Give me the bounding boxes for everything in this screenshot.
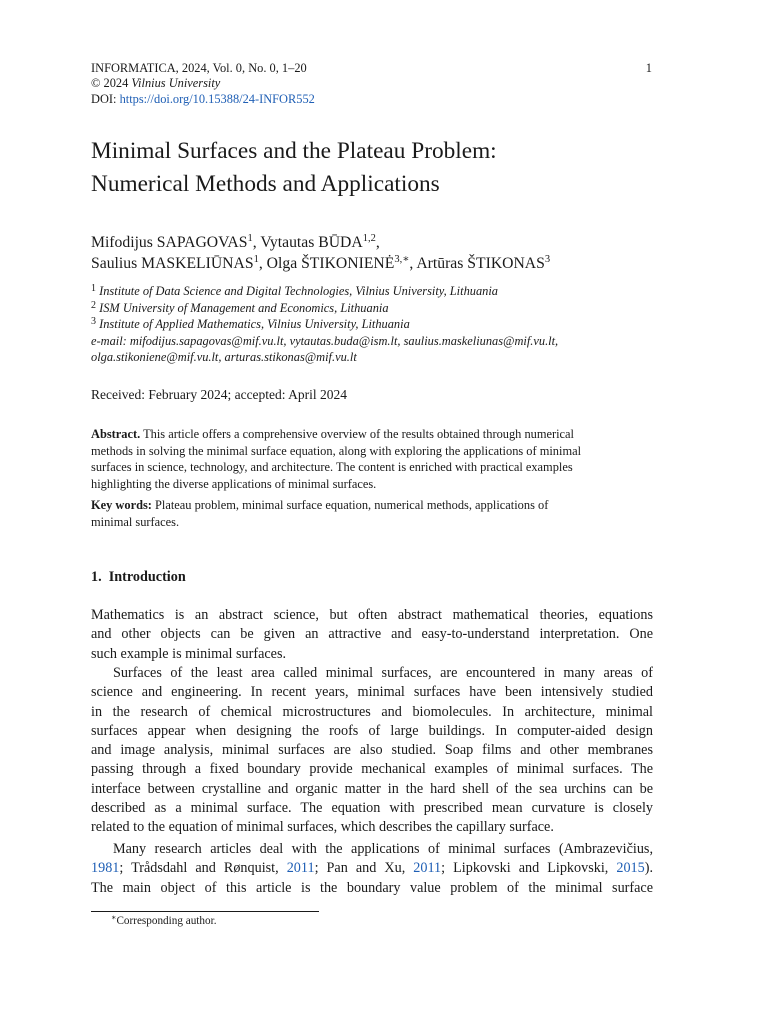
paragraph-line: and other objects can be given an attractive and easy-to-understand interpretation. One [91, 626, 653, 643]
section-number: 1. [91, 569, 102, 585]
paragraph-line: such example is minimal surfaces. [91, 645, 287, 662]
paragraph-line: surfaces appear when designing the roofs of large buildings. In computer-aided design [91, 722, 653, 739]
author-line-1 [91, 233, 671, 253]
email-line-1: e-mail: mifodijus.sapagovas@mif.vu.lt, vytautas.buda@ism.lt, saulius.maskeliunas@mif.vu.lt, [91, 334, 559, 348]
abstract-line [91, 426, 653, 443]
affiliation-marker: 3 [91, 316, 96, 327]
affiliation [91, 316, 671, 332]
author-sep: , [375, 234, 380, 251]
keywords [91, 497, 653, 530]
section-heading [91, 568, 186, 586]
doi-label: DOI: [91, 92, 117, 106]
section-title: Introduction [108, 569, 186, 585]
doi-line [91, 91, 315, 107]
paragraph-line: Surfaces of the least area called minimal surfaces, are encountered in many areas of [113, 665, 653, 681]
footnote-text: Corresponding author. [116, 915, 217, 927]
paragraph-line: in the research of chemical microstructures and biomolecules. In architecture, minimal [91, 703, 653, 720]
title-line-2: Numerical Methods and Applications [91, 171, 440, 197]
author-affil-sup: 3,∗ [394, 254, 410, 265]
paper-title [91, 135, 671, 201]
citation-text: ; Trådsdahl and Rønquist, [119, 860, 287, 877]
copyright-holder: Vilnius University [131, 76, 221, 90]
affiliation-text: ISM University of Management and Economics, Lithuania [99, 301, 389, 315]
keywords-line [91, 497, 653, 514]
citation-link[interactable]: 2011 [286, 860, 315, 877]
affiliation-marker: 2 [91, 300, 96, 311]
footnote-rule [91, 911, 319, 912]
affiliation-marker: 1 [91, 283, 96, 294]
paragraph [91, 840, 653, 898]
footnote-marker: ∗ [111, 913, 117, 922]
page-number: 1 [645, 61, 652, 75]
citation-link[interactable]: 2015 [616, 860, 645, 877]
author-affil-sup: 1 [247, 233, 253, 244]
author-affil-sup: 1 [253, 254, 259, 265]
author-name: Vytautas BŪDA [260, 234, 363, 251]
paragraph-line: related to the equation of minimal surfaces, which describes the capillary surface. [91, 819, 554, 836]
title-line-1: Minimal Surfaces and the Plateau Problem: [91, 138, 497, 164]
abstract-label: Abstract. [91, 427, 141, 441]
paragraph-line: science and engineering. In recent years, minimal surfaces have been intensively studied [91, 684, 653, 701]
citation-link[interactable]: 2011 [413, 860, 442, 877]
paragraph [91, 664, 653, 838]
author-affil-sup: 3 [544, 254, 551, 265]
abstract-line: surfaces in science, technology, and architecture. The content is enriched with practical examples [91, 460, 573, 475]
author-name: Saulius MASKELIŪNAS [91, 255, 254, 272]
citation-text: ; Lipkovski and Lipkovski, [441, 860, 617, 877]
affiliation-text: Institute of Data Science and Digital Technologies, Vilnius University, Lithuania [99, 284, 498, 298]
affiliation-text: Institute of Applied Mathematics, Vilnius University, Lithuania [99, 317, 410, 331]
citation-text: ; Pan and Xu, [314, 860, 414, 877]
abstract [91, 426, 653, 492]
journal-info: INFORMATICA, 2024, Vol. 0, No. 0, 1–20 [91, 61, 307, 75]
keywords-line: minimal surfaces. [91, 514, 180, 529]
citation-link[interactable]: 1981 [91, 860, 120, 877]
keywords-text: Plateau problem, minimal surface equation, numerical methods, applications of [155, 498, 549, 512]
copyright-line [91, 75, 220, 91]
author-sep: , [409, 255, 417, 272]
footnote [111, 914, 217, 928]
paragraph-line-citations [91, 859, 653, 878]
affiliation [91, 300, 671, 316]
abstract-text: This article offers a comprehensive overview of the results obtained through numerical [143, 427, 574, 441]
abstract-line: highlighting the diverse applications of minimal surfaces. [91, 476, 377, 491]
author-name: Olga ŠTIKONIENĖ [266, 255, 395, 272]
paragraph-line: interface between crystalline and organic matter in the hard shell of the sea urchins can be [91, 780, 653, 797]
author-line-2 [91, 254, 671, 274]
keywords-label: Key words: [91, 498, 152, 512]
received-dates: Received: February 2024; accepted: April 2024 [91, 387, 348, 402]
paragraph-line: Many research articles deal with the applications of minimal surfaces (Ambrazevičius, [113, 841, 653, 857]
author-affil-sup: 1,2 [362, 233, 376, 244]
copyright-prefix: © 2024 [91, 76, 129, 90]
author-name: Artūras ŠTIKONAS [416, 255, 545, 272]
paragraph-line: described as a minimal surface. The equation with prescribed mean curvature is closely [91, 800, 653, 817]
affiliation [91, 283, 671, 299]
paragraph [91, 606, 653, 664]
paragraph-line: and image analysis, minimal surfaces are also studied. Soap films and other membranes [91, 742, 653, 759]
paragraph-line: Mathematics is an abstract science, but often abstract mathematical theories, equations [91, 607, 653, 623]
paragraph-line: The main object of this article is the boundary value problem of the minimal surface [91, 879, 653, 896]
doi-link[interactable]: https://doi.org/10.15388/24-INFOR552 [119, 92, 315, 106]
paragraph-line: passing through a fixed boundary provide mechanical examples of minimal surfaces. The [91, 761, 653, 778]
author-sep: , [258, 255, 267, 272]
citation-text: ). [644, 860, 653, 877]
email-line-2: olga.stikoniene@mif.vu.lt, arturas.stikonas@mif.vu.lt [91, 350, 357, 364]
author-sep: , [252, 234, 261, 251]
author-name: Mifodijus SAPAGOVAS [91, 234, 248, 251]
abstract-line: methods in solving the minimal surface equation, along with exploring the applications of minimal [91, 443, 582, 458]
